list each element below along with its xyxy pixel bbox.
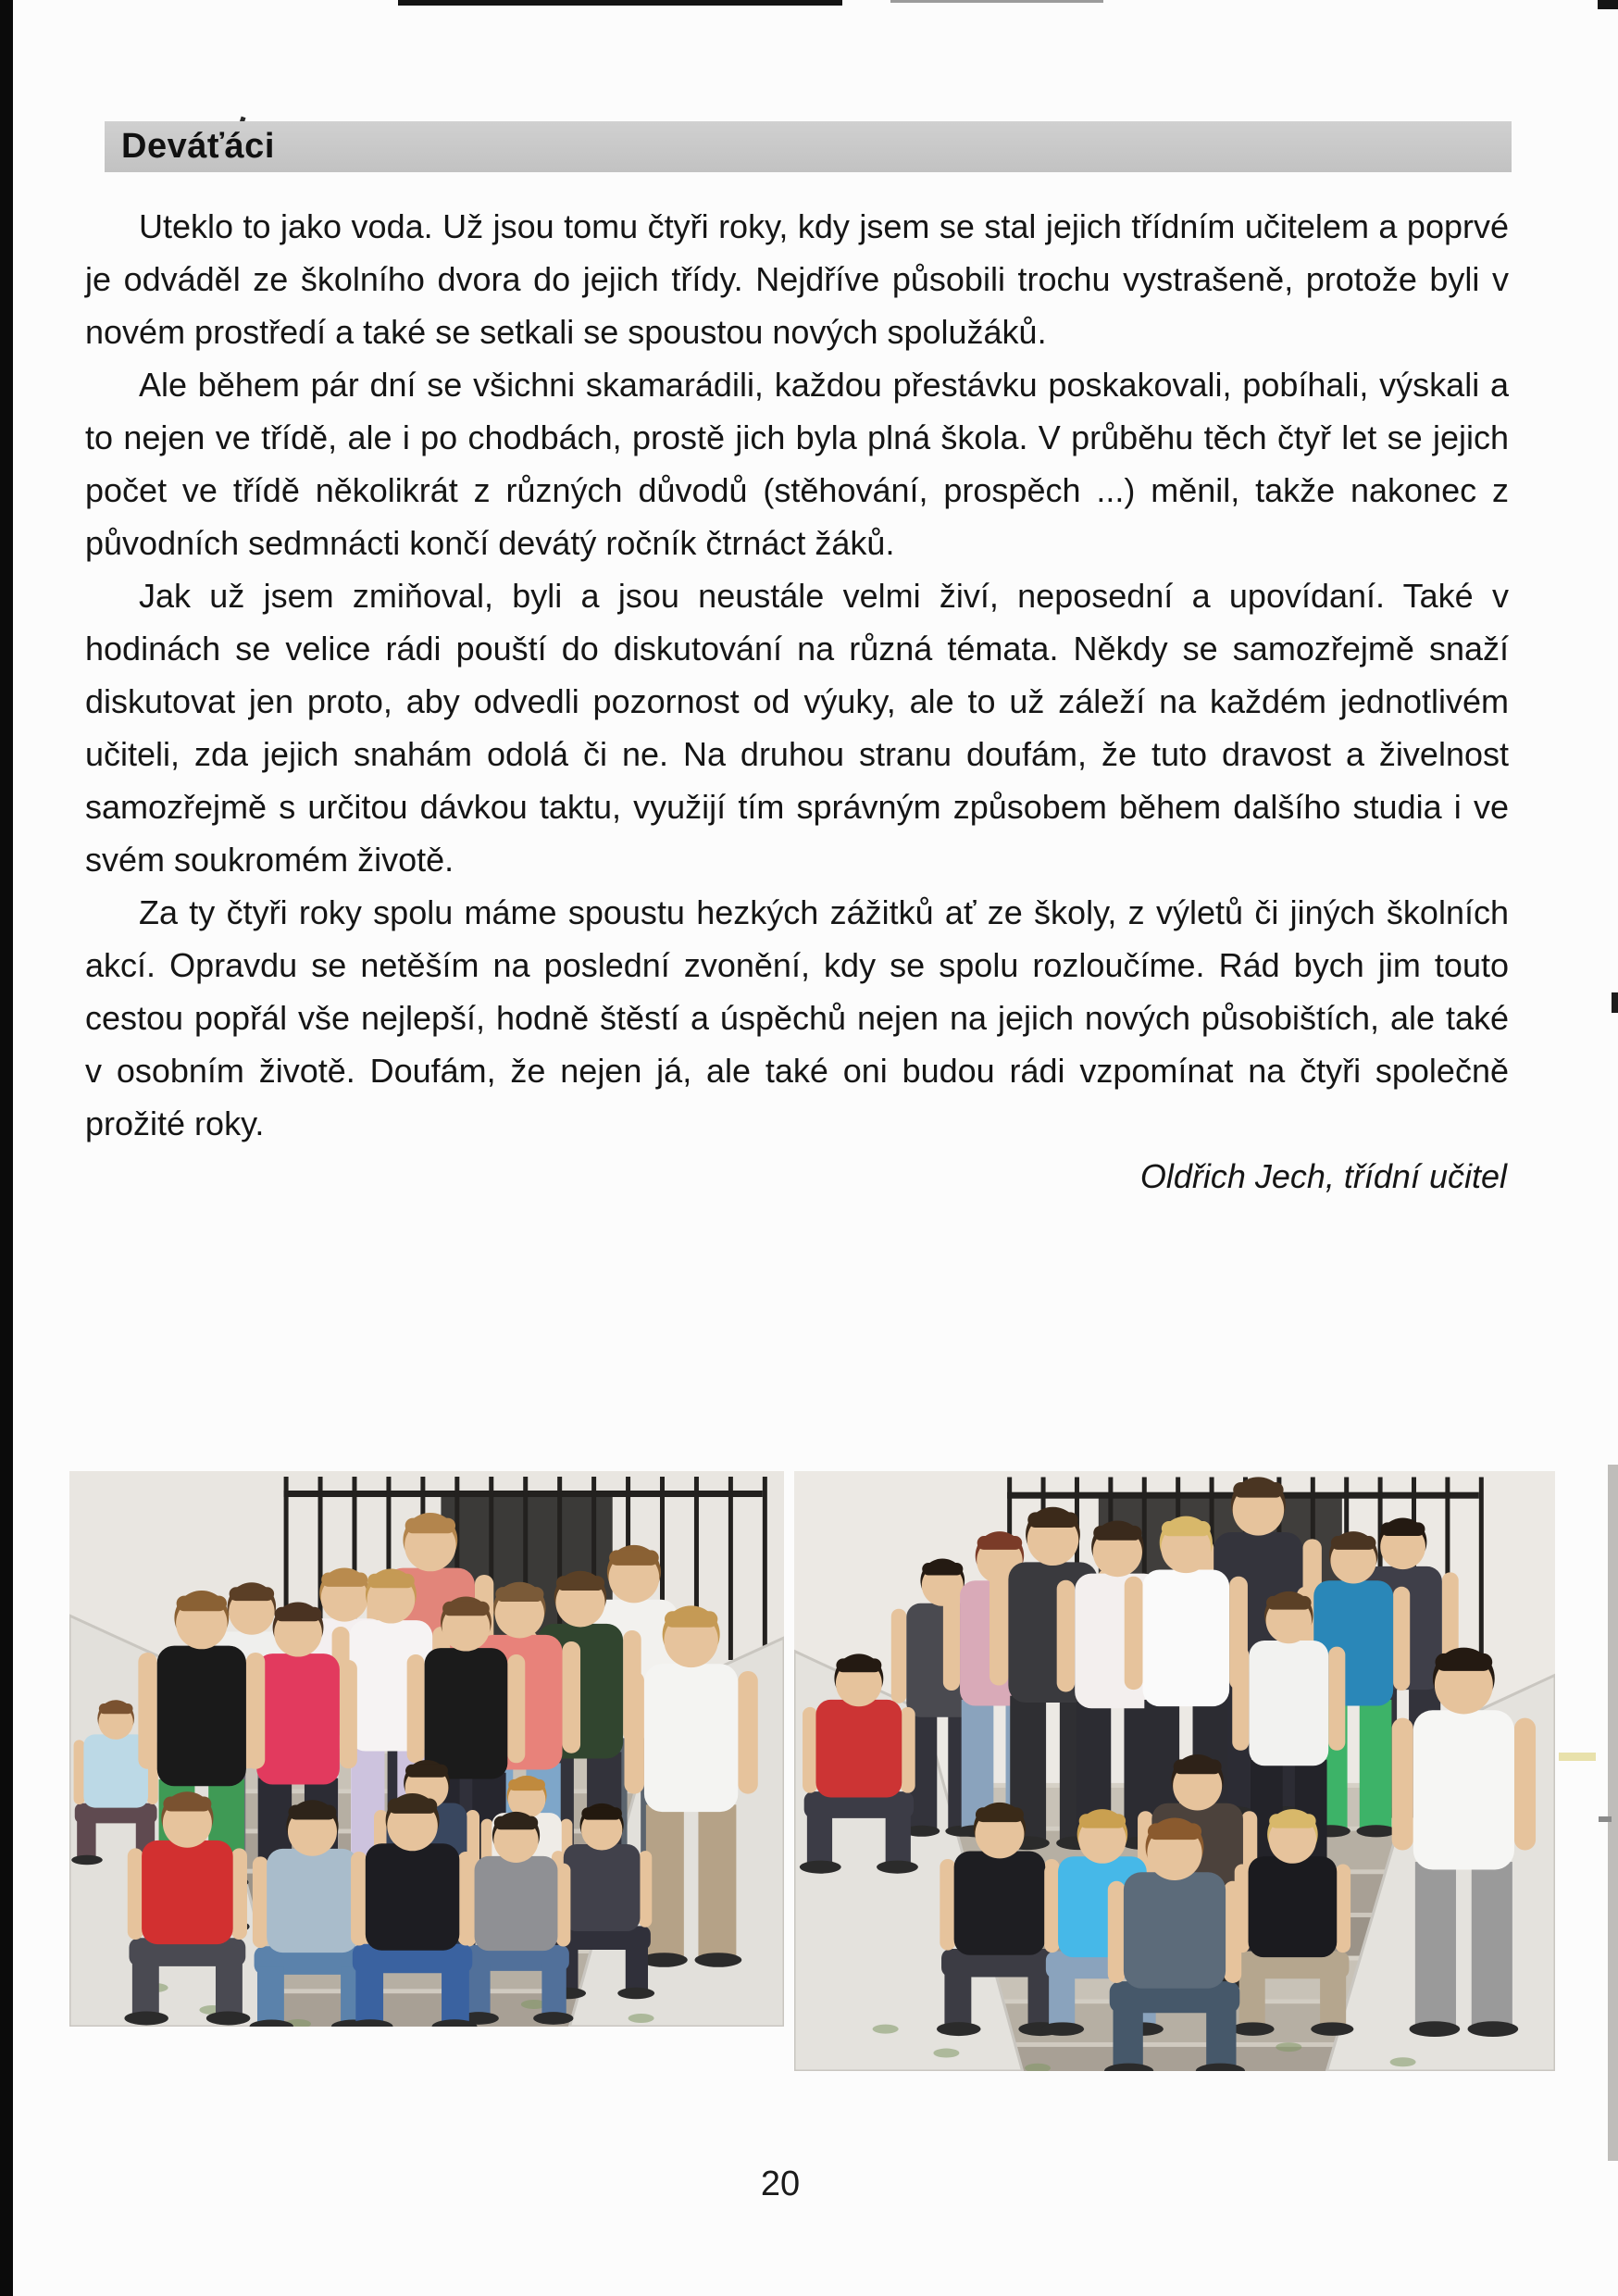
scan-edge-bar	[0, 0, 13, 2296]
scan-yellow-dash	[1559, 1753, 1596, 1761]
paragraph-4: Za ty čtyři roky spolu máme spoustu hezkých zážitků ať ze školy, z výletů či jiných školních akcí. Opravdu se netěším na poslední zvonění, kdy se spolu rozloučíme. Rád bych jim touto cestou popřál vše nejlepší, hodně štěstí a úspěchů nejen na jejich nových působištích, ale také v osobním životě. Doufám, že nejen já, ale také oni budou rádi vzpomínat na čtyři společně prožité roky.	[85, 893, 1509, 1142]
class-photo-right	[794, 1471, 1555, 2071]
section-header-bar	[105, 121, 1512, 172]
paragraph-1: Uteklo to jako voda. Už jsou tomu čtyři roky, kdy jsem se stal jejich třídním učitelem a poprvé je odváděl ze školního dvora do jejich třídy. Nejdříve působili trochu vystrašeně, protože byli v novém prostředí a také se setkali se spoustou nových spolužáků.	[85, 207, 1509, 351]
scan-right-strip	[1608, 1465, 1618, 2161]
paragraph-3: Jak už jsem zmiňoval, byli a jsou neustále velmi živí, neposední a upovídaní. Také v hodinách se velice rádi pouští do diskutování na různá témata. Někdy se samozřejmě snaží diskutovat jen proto, aby odvedli pozornost od výuky, ale to už záleží na každém jednotlivém učiteli, zda jejich snahám odolá či ne. Na druhou stranu doufám, že tuto dravost a živelnost samozřejmě s určitou dávkou taktu, využijí tím správným způsobem během dalšího studia i ve svém soukromém životě.	[85, 577, 1509, 879]
paragraph-2: Ale během pár dní se všichni skamarádili, každou přestávku poskakovali, pobíhali, výskali a to nejen ve třídě, ale i po chodbách, prostě jich byla plná škola. V průběhu těch čtyř let se jejich počet ve třídě několikrát z různých důvodů (stěhování, prospěch ...) měnil, takže nakonec z původních sedmnácti končí devátý ročník čtrnáct žáků.	[85, 366, 1509, 562]
page-number: 20	[760, 2165, 801, 2203]
scan-right-dash	[1599, 1816, 1612, 1822]
scan-corner-mark	[1598, 0, 1618, 9]
section-title: Deváťáci	[121, 127, 275, 166]
article-body	[85, 200, 1509, 1203]
scan-top-dash	[398, 0, 842, 6]
scan-top-dash-faint	[890, 0, 1103, 3]
scan-right-dot	[1612, 992, 1618, 1013]
author-signature: Oldřich Jech, třídní učitel	[1139, 1157, 1507, 1195]
class-photo-left	[69, 1471, 784, 2027]
